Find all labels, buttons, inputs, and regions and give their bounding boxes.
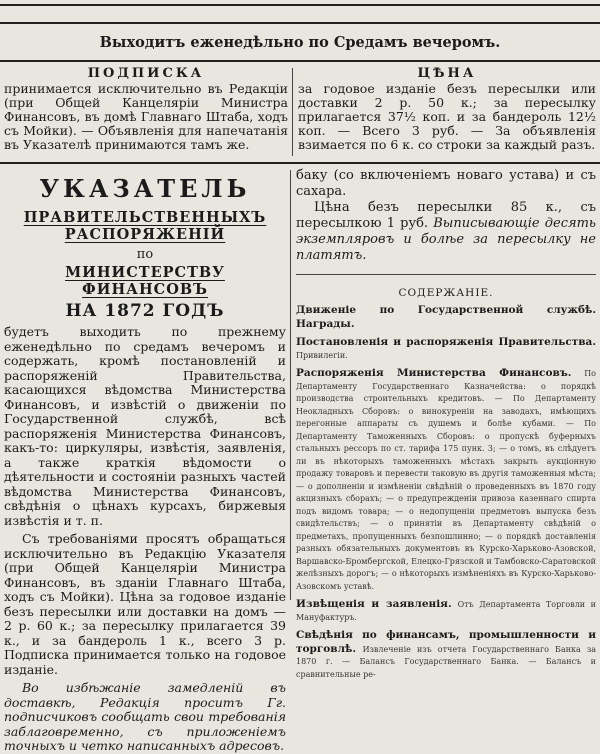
contents-item-head: Извѣщенія и заявленія. <box>296 598 452 610</box>
left-column <box>4 168 286 754</box>
subscription-title: ПОДПИСКА <box>87 66 205 81</box>
publication-schedule: Выходитъ еженедѣльно по Средамъ вечеромъ. <box>99 34 501 51</box>
announcement-year: НА 1872 ГОДЪ <box>65 301 225 321</box>
price-title: ЦѢНА <box>417 66 477 81</box>
contents-item-head: Постановленія и распоряженія Правительства. <box>296 336 596 348</box>
subscription-text: принимается исключительно въ Редакціи (при Общей Канцеляріи Министра Финансовъ, въ домѣ Главнаго Штаба, ходъ съ Мойки). — Объявленія для напечатанія въ Указателѣ принимаются тамъ же. <box>4 81 288 152</box>
announcement-paragraph-2: Съ требованіями просятъ обращаться исключительно въ Редакцію Указателя (при Общей Канцеляріи Министра Финансовъ, въ зданіи Главнаго Штаба, ходъ съ Мойки). Цѣна за годовое изданіе безъ пересылки или доставки на домъ — 2 р. 60 к.; за пересылку прилагается 39 к., и за бандероль 1 к., всего 3 р. Подписка принимается только на годовое изданіе. <box>4 531 286 677</box>
contents-item-body: Извлеченіе изъ отчета Государственнаго Банка за 1870 г. — Балансъ Государственнаго Банка. — Балансъ и сравнительные ре- <box>296 644 596 679</box>
contents-item-body: Отъ Департамента Торговли и Мануфактуръ. <box>296 600 597 622</box>
column-divider <box>290 170 291 600</box>
header-bottom-rule <box>0 162 600 164</box>
contents-item-head: Свѣдѣнія по финансамъ, промышленности и торговлѣ. <box>296 629 596 655</box>
contents-item-body: Привилегіи. <box>296 350 348 360</box>
contents-title: СОДЕРЖАНІЕ. <box>398 287 494 299</box>
masthead-rule-bottom <box>0 60 600 62</box>
supplement-price-text: Цѣна безъ пересылки 85 к., съ пересылкою 1 руб. <box>296 200 596 231</box>
right-column <box>296 168 596 681</box>
supplement-price-note: Выписывающіе десять экземпляровъ и болѣе за пересылку не платятъ. <box>296 216 596 263</box>
supplement-price <box>296 200 596 264</box>
contents-item <box>296 598 596 624</box>
announcement-po: по <box>136 247 154 262</box>
announcement-subtitle: ПРАВИТЕЛЬСТВЕННЫХЪ РАСПОРЯЖЕНІЙ <box>23 209 267 243</box>
announcement-ministry: МИНИСТЕРСТВУ ФИНАНСОВЪ <box>65 264 225 298</box>
contents-item-head: Движеніе по Государственной службѣ. Награды. <box>296 304 596 330</box>
announcement-title: УКАЗАТЕЛЬ <box>39 174 251 203</box>
masthead-rule-top <box>0 22 600 24</box>
subscription-divider <box>292 68 293 156</box>
contents-item <box>296 304 596 331</box>
price-block <box>298 66 596 152</box>
contents-divider <box>296 274 596 275</box>
contents-item <box>296 629 596 681</box>
contents-item <box>296 336 596 362</box>
contents-item-head: Распоряженія Министерства Финансовъ. <box>296 367 572 379</box>
masthead-box <box>0 22 600 62</box>
price-text: за годовое изданіе безъ пересылки или доставки 2 р. 50 к.; за пересылку прилагается 37½ коп. и за бандероль 12½ коп. — Всего 3 руб. — За объявленія взимается по 6 к. со строки за каждый разъ. <box>298 81 596 152</box>
announcement-paragraph-3: Во избѣжаніе замедленій въ доставкѣ, Редакція проситъ Гг. подписчиковъ сообщать свои требованія заблаговременно, съ приложеніемъ точныхъ и четко написанныхъ адресовъ. <box>4 680 286 753</box>
top-rule <box>0 4 600 6</box>
contents-item <box>296 367 596 593</box>
announcement-paragraph-1: будетъ выходить по прежнему еженедѣльно по средамъ вечеромъ и содержать, кромѣ постановленій и распоряженій Правительства, касающихся вѣдомства Министерства Финансовъ, и извѣстій о движеніи по Государственной службѣ, всѣ распоряженія Министерства Финансовъ, какъ-то: циркуляры, извѣстія, заявленія, а также краткія вѣдомости о дѣятельности и состояніи разныхъ частей вѣдомства Министерства Финансовъ, свѣдѣнія о цѣнахъ курсахъ, биржевыя извѣстія и т. п. <box>4 324 286 528</box>
contents-item-body: По Департаменту Государственнаго Казначейства: о порядкѣ производства строительныхъ кредитовъ. — По Департаменту Неокладныхъ Сборовъ: о винокуреніи на заводахъ, имѣющихъ перегонные аппараты съ душемъ и болѣе кубами. — По Департаменту Таможенныхъ Сборовъ: о пропускѣ буферныхъ стальныхъ рессоръ по ст. тарифа 175 пунк. 3; — о томъ, въ слѣдуетъ ли въ нѣкоторыхъ таможенныхъ мѣстахъ закрыть аукціонную продажу товаровъ и перевести таковую въ другія таможенныя мѣста; — о дополненіи и измѣненіи свѣдѣній о проведенныхъ въ 1870 году акцизныхъ сборахъ; — о предупрежденіи привоза казеннаго спирта подъ видомъ товара; — о недопущеніи предметовъ выпуска безъ свидѣтельствъ; — о принятіи въ Департаменту свѣдѣній о предметахъ, пропущенныхъ безпошлинно; — о порядкѣ доставленія разныхъ обязательныхъ документовъ въ Курско-Харьково-Азовской, Варшавско-Бромбергской, Елецко-Грязской и Тамбовско-Саратовской желѣзныхъ дорогъ; — о нѣкоторыхъ измѣненіяхъ въ Курско-Харьково-Азовскомъ уставѣ. <box>296 369 596 591</box>
continued-text: баку (со включеніемъ новаго устава) и съ сахара. <box>296 168 596 199</box>
subscription-block <box>4 66 288 152</box>
